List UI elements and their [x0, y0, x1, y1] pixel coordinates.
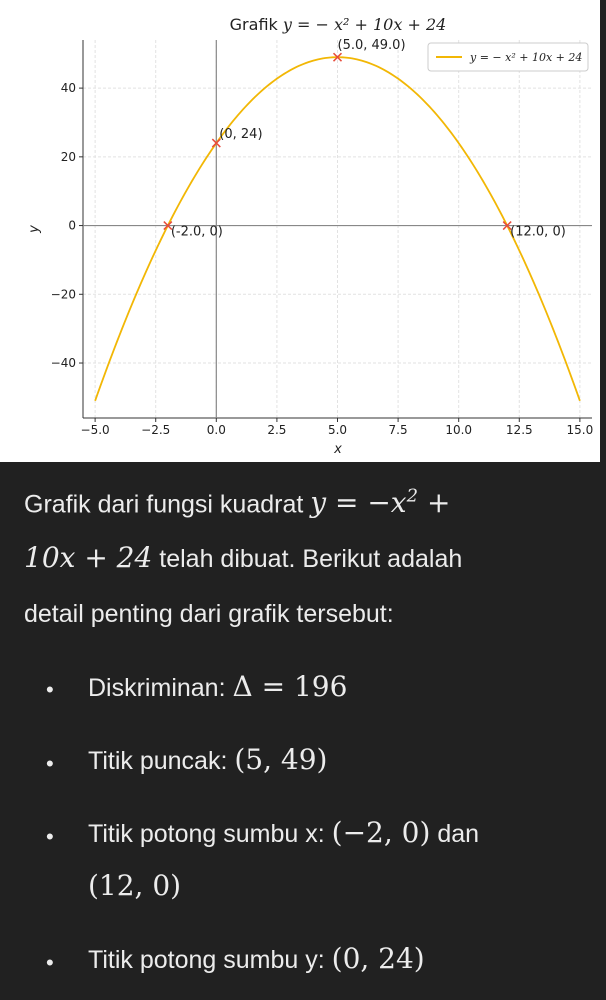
list-item-y-intercept	[88, 942, 425, 975]
chart-title	[230, 15, 447, 34]
list-item-label: Titik potong sumbu y:	[88, 946, 332, 974]
bullet-marker-2: •	[46, 751, 54, 776]
y-tick-label: −40	[50, 356, 76, 371]
x-tick-label: 7.5	[388, 423, 408, 437]
list-item-connector: dan	[430, 820, 480, 848]
chart-title-math: y = − x² + 10x + 24	[282, 15, 447, 34]
list-item-vertex	[88, 743, 327, 776]
curve-layer	[95, 57, 580, 401]
list-item-discriminant	[88, 670, 347, 703]
x-axis-label: x	[334, 442, 342, 457]
list-item-label: Titik potong sumbu x:	[88, 820, 332, 848]
x-tick-label: 2.5	[267, 423, 287, 437]
x-tick-label: −5.0	[80, 423, 110, 437]
x-tick-label: 15.0	[566, 423, 594, 437]
para-text-2: telah dibuat. Berikut adalah	[152, 545, 463, 573]
para-math-1-tail: +	[418, 486, 451, 520]
list-item-math: (−2, 0)	[331, 816, 431, 849]
x-tick-label: −2.5	[141, 423, 171, 437]
list-item-x-intercepts-cont	[88, 869, 181, 902]
point-label: (0, 24)	[219, 127, 263, 143]
y-tick-label: 40	[60, 81, 76, 96]
point-label: (12.0, 0)	[510, 224, 566, 240]
bullet-marker-4: •	[46, 950, 54, 975]
y-tick-label: −20	[50, 287, 76, 302]
y-tick-label: 0	[68, 218, 76, 233]
ticks-layer	[51, 81, 594, 437]
list-item-math: (5, 49)	[234, 743, 328, 776]
paragraph-line-3: detail penting dari grafik tersebut:	[24, 600, 394, 628]
paragraph-line-2	[24, 541, 584, 574]
y-tick-label: 20	[60, 149, 76, 164]
list-item-label: Titik puncak:	[88, 747, 235, 775]
x-tick-label: 10.0	[445, 423, 473, 437]
bullet-marker-1: •	[46, 677, 54, 702]
bullet-marker-3: •	[46, 824, 54, 849]
legend-label: y = − x² + 10x + 24	[470, 51, 583, 64]
para-math-1-base: y = −x	[310, 486, 407, 520]
list-item-x-intercepts	[88, 816, 479, 849]
list-item-math-2: (12, 0)	[88, 869, 182, 902]
x-tick-label: 0.0	[206, 423, 226, 437]
x-tick-label: 5.0	[327, 423, 348, 437]
para-math-1-sup: 2	[406, 486, 419, 507]
list-item-math: Δ = 196	[232, 670, 348, 703]
y-axis-label: y	[27, 225, 42, 233]
point-label: (-2.0, 0)	[170, 224, 223, 240]
paragraph-line-1	[24, 486, 584, 519]
x-tick-label: 12.5	[505, 423, 533, 437]
list-item-math: (0, 24)	[331, 942, 425, 975]
legend	[428, 43, 588, 71]
chart-image	[0, 0, 600, 462]
para-text-1: Grafik dari fungsi kuadrat	[24, 490, 311, 519]
para-math-2: 10x + 24	[24, 541, 153, 574]
list-item-label: Diskriminan:	[88, 674, 233, 702]
para-math-1	[310, 486, 450, 519]
chart-title-prefix: Grafik	[229, 15, 283, 34]
chart-svg	[0, 0, 600, 462]
point-label: (5.0, 49.0)	[337, 38, 406, 54]
parabola-line	[95, 57, 580, 401]
